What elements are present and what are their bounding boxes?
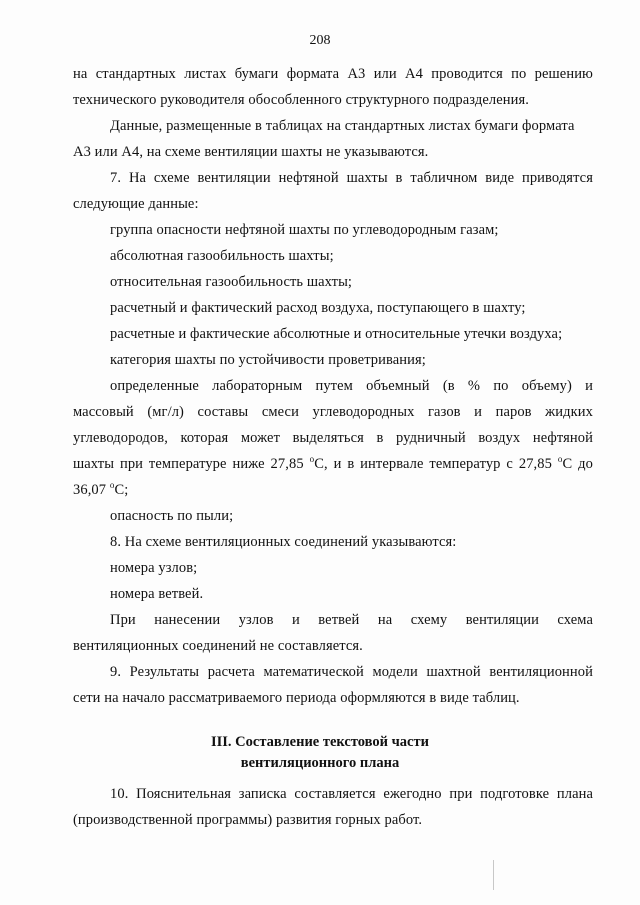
list-item: категория шахты по устойчивости проветривания; (110, 352, 426, 368)
text-line: на стандартных листах бумаги формата А3 или А4 проводится по решению (73, 66, 593, 82)
text-line: вентиляционных соединений не составляется. (73, 638, 363, 654)
section-heading (0, 732, 640, 774)
temp-text-3: С до (562, 456, 593, 472)
text-line: 9. Результаты расчета математической модели шахтной вентиляционной (110, 664, 593, 680)
list-item: абсолютная газообильность шахты; (110, 248, 334, 264)
list-item: определенные лабораторным путем объемный (в % по объему) и (110, 378, 593, 394)
temp-text-5: С; (114, 482, 129, 498)
list-item: расчетный и фактический расход воздуха, поступающего в шахту; (110, 300, 526, 316)
text-line: 10. Пояснительная записка составляется ежегодно при подготовке плана (110, 786, 593, 802)
temperature-line (73, 451, 593, 477)
list-item: относительная газообильность шахты; (110, 274, 353, 290)
temperature-line-2 (73, 477, 593, 503)
body-text-top (73, 61, 593, 711)
list-item: номера узлов; (110, 560, 198, 576)
text-line: сети на начало рассматриваемого периода оформляются в виде таблиц. (73, 690, 520, 706)
text-line: Данные, размещенные в таблицах на стандартных листах бумаги формата (110, 118, 575, 134)
text-line: А3 или А4, на схеме вентиляции шахты не указываются. (73, 144, 429, 160)
list-item: опасность по пыли; (110, 508, 234, 524)
text-line: (производственной программы) развития горных работ. (73, 812, 423, 828)
temp-text-1: шахты при температуре ниже 27,85 (73, 456, 310, 472)
section-heading-line-2: вентиляционного плана (240, 755, 400, 771)
page-number: 208 (309, 33, 331, 48)
temp-text-4: 36,07 (73, 482, 110, 498)
text-line: следующие данные: (73, 196, 199, 212)
text-line: углеводородов, которая может выделяться в рудничный воздух нефтяной (73, 430, 593, 446)
body-text-bottom (73, 781, 593, 833)
text-line: массовый (мг/л) составы смеси углеводородных газов и паров жидких (73, 404, 593, 420)
degree-mark: o (109, 480, 115, 490)
degree-mark: o (557, 454, 563, 464)
text-line: технического руководителя обособленного структурного подразделения. (73, 92, 529, 108)
text-line: 8. На схеме вентиляционных соединений указываются: (110, 534, 457, 550)
list-item: группа опасности нефтяной шахты по углеводородным газам; (110, 222, 499, 238)
text-line: 7. На схеме вентиляции нефтяной шахты в табличном виде приводятся (110, 170, 593, 186)
text-line: При нанесении узлов и ветвей на схему вентиляции схема (110, 612, 593, 628)
temp-text-2: С, и в интервале температур с 27,85 (314, 456, 558, 472)
list-item: расчетные и фактические абсолютные и относительные утечки воздуха; (110, 326, 563, 342)
degree-mark: o (309, 454, 315, 464)
section-heading-line-1: III. Составление текстовой части (211, 734, 429, 750)
list-item: номера ветвей. (110, 586, 204, 602)
scan-mark (493, 860, 494, 890)
